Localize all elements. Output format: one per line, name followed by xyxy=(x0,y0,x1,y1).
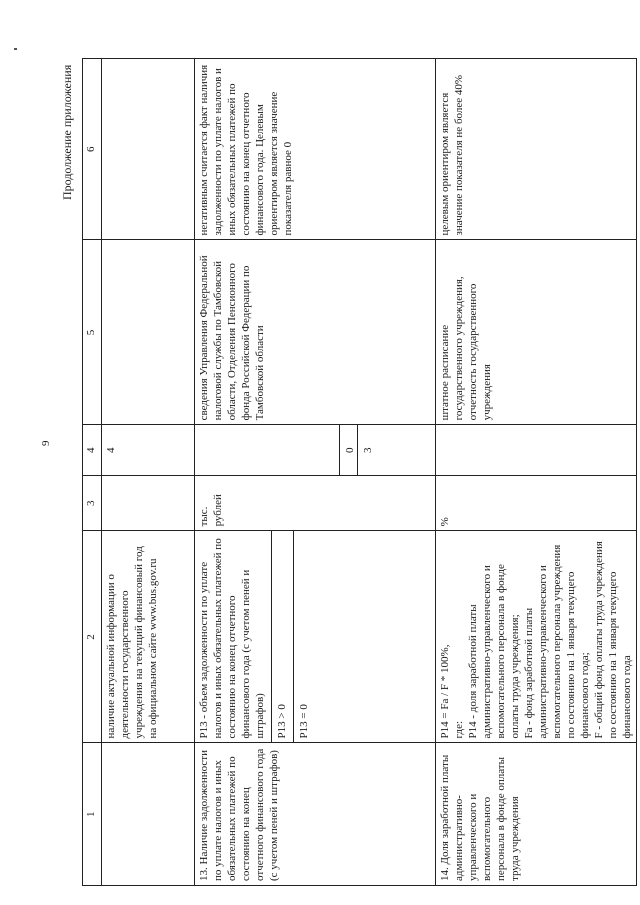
page-number: 9 xyxy=(40,440,52,446)
points-case-b: 3 xyxy=(357,425,375,475)
column-header: 2 xyxy=(83,531,102,743)
cell-formula xyxy=(195,531,436,743)
cell-note xyxy=(102,59,195,240)
table-row xyxy=(436,59,637,886)
column-header: 5 xyxy=(83,240,102,425)
table-row xyxy=(102,59,195,886)
cell-formula: Р14 = Fa / F * 100%, где: Р14 - доля заработной платы административно-управленческого и вспомогательного персонала в фонде оплаты труда учреждения; Fa - фонд заработной платы административно-управленческого и вспомогательного персонала учреждения по состоянию на 1 января текущего финансового года; F - общий фонд оплаты труда учреждения по состоянию на 1 января текущего финансового года xyxy=(436,531,637,743)
cell-unit xyxy=(102,476,195,531)
points-case-a: 0 xyxy=(339,425,357,475)
cell-unit: тыс. рублей xyxy=(195,476,436,531)
cell-points xyxy=(195,425,436,476)
cell-name: 14. Доля заработной платы административно-управленческого и вспомогательного персонала в фонде оплаты труда учреждения xyxy=(436,743,637,886)
formula-case-a: Р13 > 0 xyxy=(271,531,289,742)
column-header: 1 xyxy=(83,743,102,886)
cell-formula: наличие актуальной информации о деятельности государственного учреждения на текущий финансовый год на официальном сайте www.bus.gov.ru xyxy=(102,531,195,743)
column-header: 4 xyxy=(83,425,102,476)
cell-source xyxy=(102,240,195,425)
cell-unit: % xyxy=(436,476,637,531)
cell-name xyxy=(102,743,195,886)
continuation-label: Продолжение приложения xyxy=(60,64,74,200)
criteria-table-rotated xyxy=(82,58,633,886)
table-row xyxy=(195,59,436,886)
cell-name: 13. Наличие задолженности по уплате налогов и иных обязательных платежей по состоянию на конец отчетного финансового года (с учетом пеней и штрафов) xyxy=(195,743,436,886)
cell-note: негативным считается факт наличия задолженности по уплате налогов и иных обязательных платежей по состоянию на конец отчетного финансового года. Целевым ориентиром является значение показателя равное 0 xyxy=(195,59,436,240)
scan-speck xyxy=(14,48,17,50)
formula-case-b: Р13 = 0 xyxy=(293,531,311,742)
formula-text: Р13 - объем задолженности по уплате налогов и иных обязательных платежей по состоянию на конец отчетного финансового года (с учетом пеней и штрафов) xyxy=(198,538,266,739)
header-row xyxy=(83,59,102,886)
cell-points: 4 xyxy=(102,425,195,476)
column-header: 3 xyxy=(83,476,102,531)
criteria-table xyxy=(82,58,637,886)
cell-source: штатное расписание государственного учреждения, отчетность государственного учреждения xyxy=(436,240,637,425)
cell-points xyxy=(436,425,637,476)
cell-note: целевым ориентиром является значение показателя не более 40% xyxy=(436,59,637,240)
cell-source: сведения Управления Федеральной налоговой службы по Тамбовской области, Отделения Пенсионного фонда Российской Федерации по Тамбовской области xyxy=(195,240,436,425)
column-header: 6 xyxy=(83,59,102,240)
